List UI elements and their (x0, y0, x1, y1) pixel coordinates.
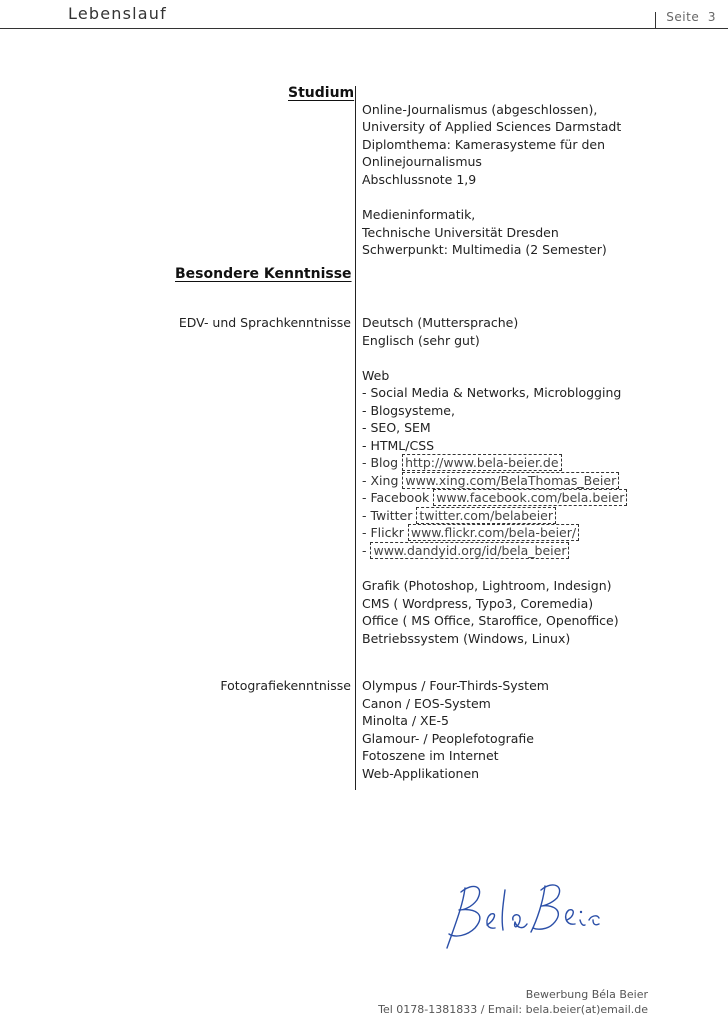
link-row-dandyid (362, 542, 569, 559)
header-rule (0, 28, 728, 29)
link-prefix: - (362, 543, 371, 558)
edv-label: EDV- und Sprachkenntnisse (178, 315, 351, 330)
facebook-link[interactable]: www.facebook.com/bela.beier (433, 489, 627, 506)
link-row-blog (362, 454, 562, 471)
footer-name: Bewerbung Béla Beier (525, 988, 648, 1001)
language-item: Englisch (sehr gut) (362, 333, 480, 348)
header-divider (655, 12, 656, 28)
studium-line: Schwerpunkt: Multimedia (2 Semester) (362, 242, 607, 257)
dandyid-link[interactable]: www.dandyid.org/id/bela_beier (370, 542, 569, 559)
link-prefix: - Blog (362, 455, 403, 470)
section-heading-kenntnisse: Besondere Kenntnisse (175, 266, 352, 282)
foto-item: Fotoszene im Internet (362, 748, 499, 763)
blog-link[interactable]: http://www.bela-beier.de (402, 454, 561, 471)
foto-label: Fotografiekenntnisse (220, 678, 351, 693)
software-item: Grafik (Photoshop, Lightroom, Indesign) (362, 578, 612, 593)
studium-line: Onlinejournalismus (362, 154, 482, 169)
foto-item: Web-Applikationen (362, 766, 480, 781)
web-item: - Blogsysteme, (362, 403, 455, 418)
studium-line: Abschlussnote 1,9 (362, 172, 477, 187)
web-item: - Social Media & Networks, Microblogging (362, 385, 622, 400)
studium-line: Online-Journalismus (abgeschlossen), (362, 102, 598, 117)
page-indicator (666, 10, 716, 24)
flickr-link[interactable]: www.flickr.com/bela-beier/ (408, 524, 579, 541)
foto-item: Glamour- / Peoplefotografie (362, 731, 534, 746)
studium-line: Diplomthema: Kamerasysteme für den (362, 137, 606, 152)
web-item: - HTML/CSS (362, 438, 435, 453)
software-item: Betriebssystem (Windows, Linux) (362, 631, 571, 646)
foto-item: Olympus / Four-Thirds-System (362, 678, 549, 693)
section-heading-studium: Studium (288, 85, 355, 101)
link-prefix: - Xing (362, 473, 403, 488)
studium-line: Technische Universität Dresden (362, 225, 559, 240)
link-row-facebook (362, 489, 627, 506)
studium-line: University of Applied Sciences Darmstadt (362, 119, 622, 134)
software-item: CMS ( Wordpress, Typo3, Coremedia) (362, 596, 594, 611)
web-item: - SEO, SEM (362, 420, 431, 435)
web-title: Web (362, 368, 390, 383)
link-prefix: - Flickr (362, 525, 408, 540)
language-item: Deutsch (Muttersprache) (362, 315, 519, 330)
software-item: Office ( MS Office, Staroffice, Openoffice) (362, 613, 619, 628)
footer-contact: Tel 0178-1381833 / Email: bela.beier(at)email.de (378, 1003, 648, 1016)
studium-line: Medieninformatik, (362, 207, 476, 222)
twitter-link[interactable]: twitter.com/belabeier (416, 507, 556, 524)
link-row-flickr (362, 524, 579, 541)
link-prefix: - Facebook (362, 490, 434, 505)
document-title: Lebenslauf (68, 4, 167, 23)
foto-item: Minolta / XE-5 (362, 713, 449, 728)
link-row-twitter (362, 507, 556, 524)
signature (425, 870, 610, 955)
page-number: 3 (707, 10, 716, 24)
xing-link[interactable]: www.xing.com/BelaThomas_Beier (402, 472, 619, 489)
foto-item: Canon / EOS-System (362, 696, 491, 711)
link-prefix: - Twitter (362, 508, 417, 523)
page-label: Seite (666, 10, 700, 24)
column-divider (355, 86, 356, 790)
link-row-xing (362, 472, 619, 489)
